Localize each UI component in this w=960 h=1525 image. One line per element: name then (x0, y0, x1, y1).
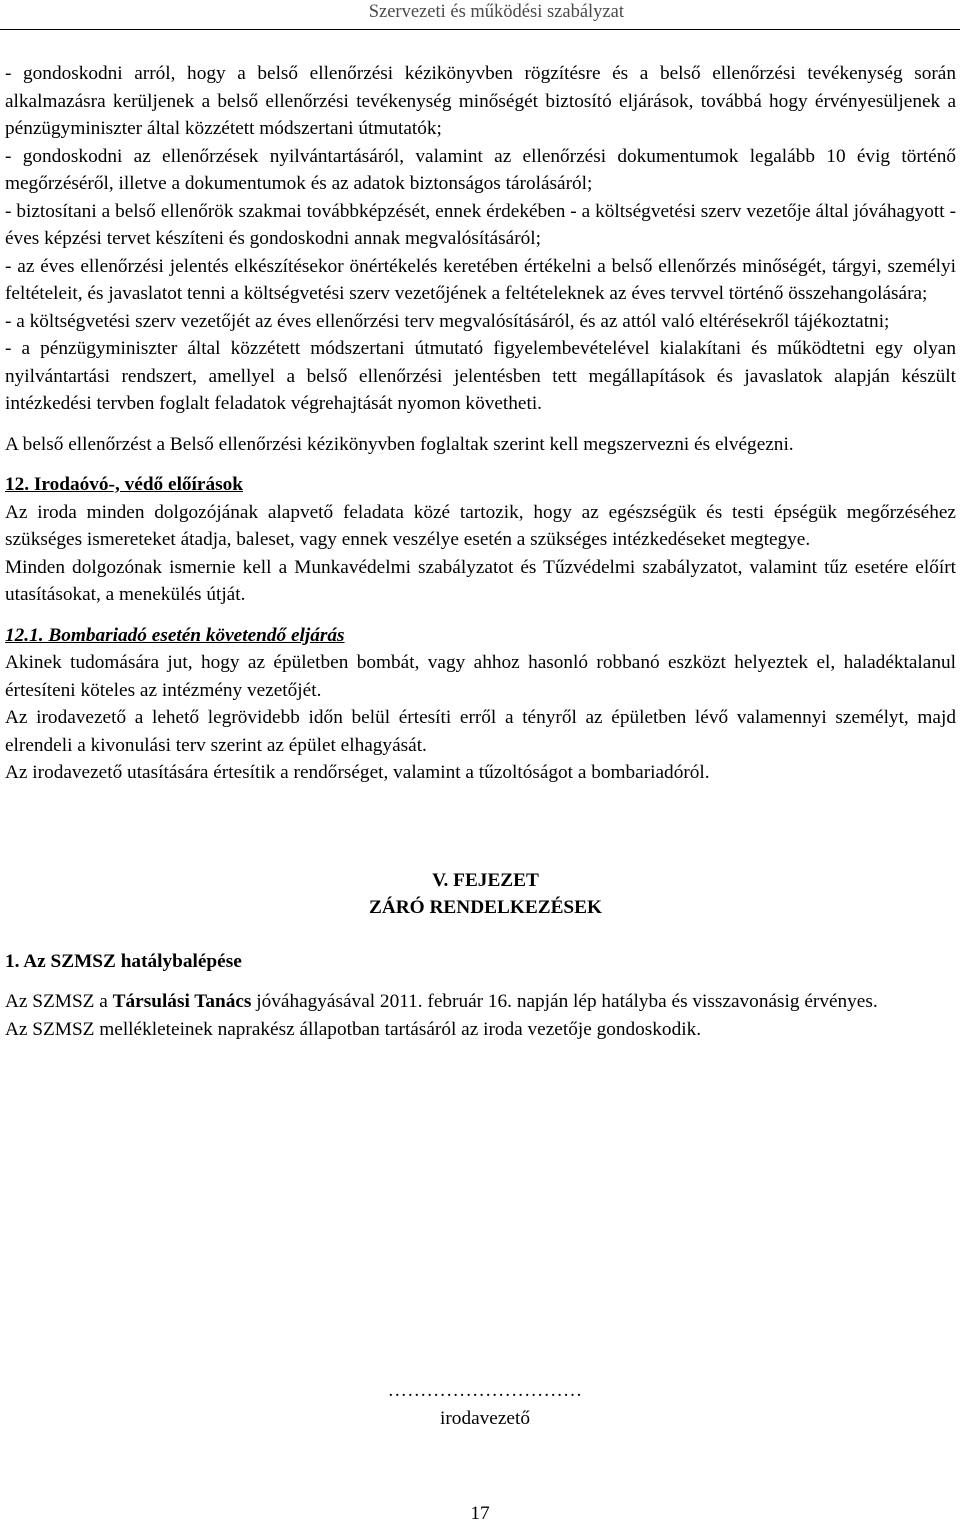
document-title: Szervezeti és működési szabályzat (368, 2, 624, 22)
szmsz-paragraph: Az SZMSZ mellékleteinek naprakész állapotban tartásáról az iroda vezetője gondoskodik. (5, 1018, 702, 1040)
szmsz-bold-text: Társulási Tanács (112, 991, 252, 1012)
duty-item: - biztosítani a belső ellenőrök szakmai továbbképzését, ennek érdekében - a költségvetési szerv vezetője által jóváhagyott - éves képzési tervet készíteni és gondoskodni annak megvalósításáról; (5, 200, 956, 249)
page-header (0, 0, 960, 28)
internal-audit-note: A belső ellenőrzést a Belső ellenőrzési kézikönyvben foglaltak szerint kell megszervezni és elvégezni. (5, 433, 794, 455)
signature-line: ………………………… (387, 1380, 583, 1401)
duty-item: - az éves ellenőrzési jelentés elkészítésekor önértékelés keretében értékelni a belső ellenőrzés minőségét, tárgyi, személyi feltételeit, és javaslatot tenni a költségvetési szerv vezetőjének a feltételeknek az éves tervvel történő összehangolására; (5, 255, 956, 304)
chapter-number: V. FEJEZET (432, 869, 539, 891)
section-12-1-paragraph: Akinek tudomására jut, hogy az épületben bombát, vagy ahhoz hasonló robbanó eszközt helyeztek el, haladéktalanul értesíteni köteles az intézmény vezetőjét. (5, 652, 956, 701)
section-12-1-paragraph: Az irodavezető utasítására értesítik a rendőrséget, valamint a tűzoltóságot a bombariadóról. (5, 762, 710, 783)
duty-item: - a pénzügyminiszter által közzétett módszertani útmutató figyelembevételével kialakítani és működtetni egy olyan nyilvántartási rendszert, amellyel a belső ellenőrzési jelentésben tett megállapítások és javaslatok alapján készült intézkedési tervben foglalt feladatok végrehajtását nyomon követheti. (5, 338, 956, 414)
section-12-1-heading (5, 622, 956, 650)
document-body (5, 60, 956, 1043)
section-12-heading-text: 12. Irodaóvó-, védő előírások (5, 474, 243, 495)
szmsz-paragraph (5, 988, 956, 1016)
szmsz-text: Az SZMSZ a (5, 991, 113, 1012)
signature-name: irodavezető (440, 1408, 530, 1429)
duty-item: - a költségvetési szerv vezetőjét az éves ellenőrzési terv megvalósításáról, és az attól való eltérésekről tájékoztatni; (5, 310, 890, 332)
section-12-paragraph: Az iroda minden dolgozójának alapvető feladata közé tartozik, hogy az egészségük és testi épségük megőrzéséhez szükséges ismereteket átadja, baleset, vagy ennek veszélye esetén a szükséges intézkedéseket megtegye. (5, 501, 956, 550)
page-number: 17 (470, 1503, 490, 1524)
szmsz-heading: 1. Az SZMSZ hatálybalépése (5, 950, 242, 972)
section-12-paragraph: Minden dolgozónak ismernie kell a Munkavédelmi szabályzatot és Tűzvédelmi szabályzatot, valamint tűz esetére előírt utasításokat, a menekülés útját. (5, 556, 956, 605)
duty-item: - gondoskodni az ellenőrzések nyilvántartásáról, valamint az ellenőrzési dokumentumok legalább 10 évig történő megőrzéséről, illetve a dokumentumok és az adatok biztonságos tárolásáról; (5, 145, 956, 194)
chapter-title: ZÁRÓ RENDELKEZÉSEK (368, 897, 603, 918)
section-12-1-paragraph: Az irodavezető a lehető legrövidebb időn belül értesíti erről a tényről az épületben lévő valamennyi személyt, majd elrendeli a kivonulási terv szerint az épület elhagyását. (5, 707, 956, 756)
section-12-heading (5, 471, 956, 499)
section-12-1-heading-text: 12.1. Bombariadó esetén követendő eljárás (5, 624, 345, 646)
header-divider (0, 29, 960, 30)
duty-item: - gondoskodni arról, hogy a belső ellenőrzési kézikönyvben rögzítésre és a belső ellenőrzési tevékenység során alkalmazásra kerüljenek a belső ellenőrzési tevékenység minőségét biztosító eljárások, továbbá hogy érvényesüljenek a pénzügyminiszter által közzétett módszertani útmutatók; (5, 63, 956, 139)
szmsz-text: jóváhagyásával 2011. február 16. napján lép hatályba és visszavonásig érvényes. (251, 991, 878, 1012)
